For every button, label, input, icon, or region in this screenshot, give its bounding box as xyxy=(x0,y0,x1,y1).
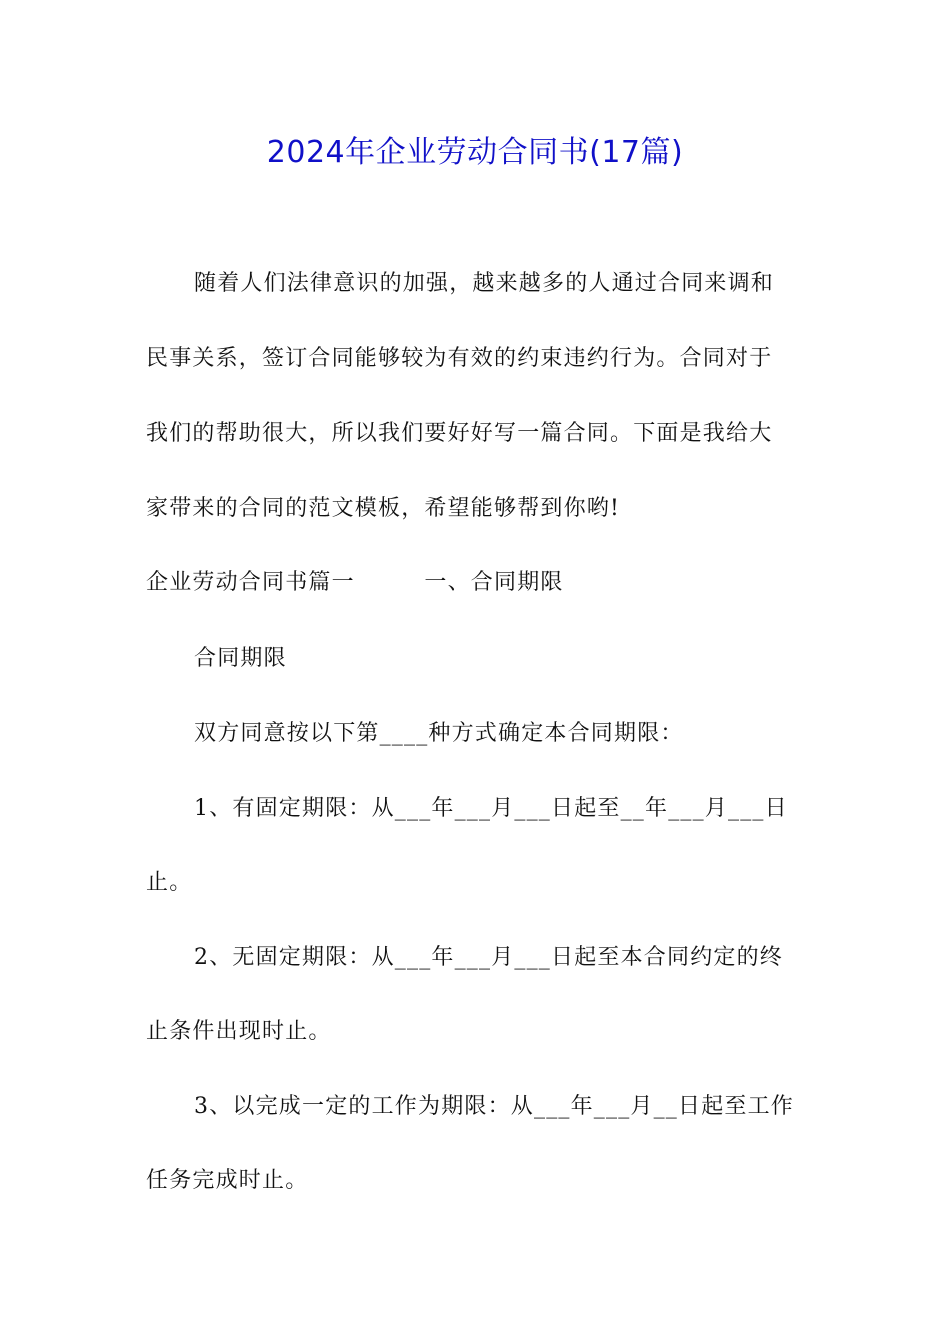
clause-1-line-2: 止。 xyxy=(146,870,193,895)
clause-2-line-1: 2、无固定期限：从___年___月___日起至本合同约定的终 xyxy=(194,945,783,970)
clause-intro: 双方同意按以下第____种方式确定本合同期限： xyxy=(194,721,684,746)
section-heading: 企业劳动合同书篇一 一、合同期限 xyxy=(146,570,564,595)
clause-3-line-2: 任务完成时止。 xyxy=(146,1168,309,1193)
intro-line-1: 随着人们法律意识的加强，越来越多的人通过合同来调和 xyxy=(194,271,775,296)
document-title: 2024年企业劳动合同书(17篇) xyxy=(266,135,684,170)
clause-3-line-1: 3、以完成一定的工作为期限：从___年___月__日起至工作 xyxy=(194,1094,794,1119)
intro-line-2: 民事关系，签订合同能够较为有效的约束违约行为。合同对于 xyxy=(146,346,773,371)
clause-2-line-2: 止条件出现时止。 xyxy=(146,1019,332,1044)
intro-line-3: 我们的帮助很大，所以我们要好好写一篇合同。下面是我给大 xyxy=(146,421,773,446)
intro-line-4: 家带来的合同的范文模板，希望能够帮到你哟! xyxy=(146,496,621,521)
subheading: 合同期限 xyxy=(194,646,287,671)
clause-1-line-1: 1、有固定期限：从___年___月___日起至__年___月___日 xyxy=(194,796,788,821)
